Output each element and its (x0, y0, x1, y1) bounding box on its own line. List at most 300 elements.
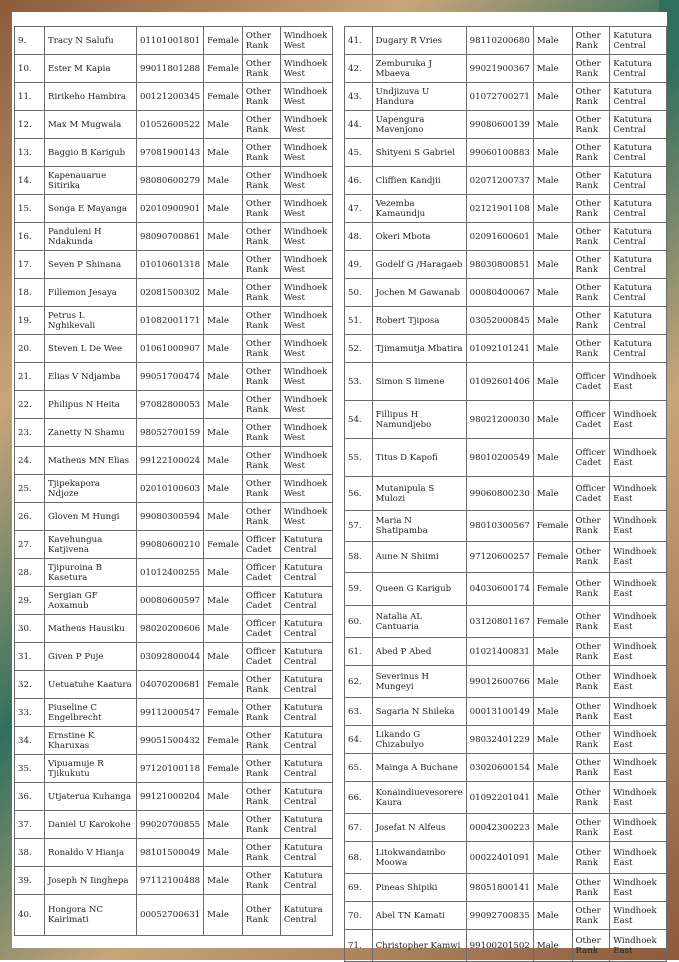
rank-cell: Other Rank (242, 839, 280, 867)
table-row (345, 573, 667, 606)
id-number-cell: 97082800053 (137, 391, 204, 419)
constituency-cell: Windhoek East (610, 606, 667, 638)
constituency-cell: Katutura Central (610, 83, 667, 111)
rank-cell: Other Rank (572, 111, 610, 139)
row-number-cell: 42. (345, 55, 373, 83)
name-cell: Given P Puje (45, 643, 137, 671)
gender-cell: Male (204, 279, 243, 307)
name-cell: Natalia AL Cantuaria (372, 606, 466, 638)
constituency-cell: Katutura Central (280, 699, 332, 727)
constituency-cell: Katutura Central (280, 783, 332, 811)
rank-cell: Other Rank (572, 874, 610, 902)
table-row (345, 27, 667, 55)
row-number-cell: 62. (345, 666, 373, 698)
name-cell: Kavehungua Katjivena (45, 531, 137, 559)
table-row (345, 902, 667, 930)
row-number-cell: 23. (15, 419, 45, 447)
rank-cell: Other Rank (572, 782, 610, 814)
id-number-cell: 02071200737 (466, 167, 533, 195)
gender-cell: Male (533, 842, 572, 874)
constituency-cell: Windhoek West (280, 307, 332, 335)
rank-cell: Other Rank (572, 542, 610, 573)
gender-cell: Male (533, 83, 572, 111)
gender-cell: Male (204, 335, 243, 363)
row-number-cell: 22. (15, 391, 45, 419)
row-number-cell: 44. (345, 111, 373, 139)
name-cell: Maria N Shatipamba (372, 511, 466, 542)
constituency-cell: Katutura Central (280, 587, 332, 615)
gender-cell: Male (204, 587, 243, 615)
recruit-table-right (344, 26, 667, 962)
id-number-cell: 98080600279 (137, 167, 204, 195)
id-number-cell: 98020200606 (137, 615, 204, 643)
table-row (15, 139, 333, 167)
rank-cell: Officer Cadet (572, 363, 610, 401)
name-cell: Utjaterua Kuhanga (45, 783, 137, 811)
rank-cell: Other Rank (572, 842, 610, 874)
table-row (15, 867, 333, 895)
table-row (345, 606, 667, 638)
row-number-cell: 26. (15, 503, 45, 531)
id-number-cell: 01092101241 (466, 335, 533, 363)
constituency-cell: Windhoek East (610, 842, 667, 874)
name-cell: Pineas Shipiki (372, 874, 466, 902)
row-number-cell: 41. (345, 27, 373, 55)
id-number-cell: 03052000845 (466, 307, 533, 335)
gender-cell: Female (204, 727, 243, 755)
rank-cell: Officer Cadet (572, 439, 610, 477)
gender-cell: Female (204, 531, 243, 559)
rank-cell: Other Rank (572, 55, 610, 83)
table-row (345, 638, 667, 666)
name-cell: Zanetty N Shamu (45, 419, 137, 447)
name-cell: Panduleni H Ndakunda (45, 223, 137, 251)
row-number-cell: 65. (345, 754, 373, 782)
id-number-cell: 02121901108 (466, 195, 533, 223)
name-cell: Zemburuka J Mbaeva (372, 55, 466, 83)
id-number-cell: 98101500049 (137, 839, 204, 867)
table-row (345, 55, 667, 83)
rank-cell: Other Rank (572, 83, 610, 111)
name-cell: Vipuamuje R Tjikukutu (45, 755, 137, 783)
constituency-cell: Windhoek East (610, 902, 667, 930)
gender-cell: Male (204, 111, 243, 139)
row-number-cell: 27. (15, 531, 45, 559)
rank-cell: Other Rank (242, 755, 280, 783)
gender-cell: Male (533, 195, 572, 223)
constituency-cell: Katutura Central (610, 223, 667, 251)
rank-cell: Other Rank (572, 698, 610, 726)
constituency-cell: Katutura Central (610, 251, 667, 279)
row-number-cell: 52. (345, 335, 373, 363)
table-row (345, 542, 667, 573)
row-number-cell: 13. (15, 139, 45, 167)
constituency-cell: Windhoek West (280, 139, 332, 167)
id-number-cell: 01010601318 (137, 251, 204, 279)
name-cell: Godelf G /Haragaeb (372, 251, 466, 279)
row-number-cell: 63. (345, 698, 373, 726)
table-row (345, 83, 667, 111)
constituency-cell: Katutura Central (280, 615, 332, 643)
gender-cell: Female (204, 27, 243, 55)
row-number-cell: 9. (15, 27, 45, 55)
name-cell: Severinus H Mungeyi (372, 666, 466, 698)
row-number-cell: 54. (345, 401, 373, 439)
table-row (15, 699, 333, 727)
name-cell: Ester M Kapia (45, 55, 137, 83)
constituency-cell: Windhoek East (610, 573, 667, 606)
gender-cell: Male (533, 814, 572, 842)
id-number-cell: 04030600174 (466, 573, 533, 606)
row-number-cell: 64. (345, 726, 373, 754)
table-row (345, 139, 667, 167)
row-number-cell: 49. (345, 251, 373, 279)
table-row (15, 223, 333, 251)
row-number-cell: 53. (345, 363, 373, 401)
constituency-cell: Windhoek East (610, 363, 667, 401)
row-number-cell: 29. (15, 587, 45, 615)
id-number-cell: 98110200680 (466, 27, 533, 55)
row-number-cell: 71. (345, 930, 373, 962)
id-number-cell: 00022401091 (466, 842, 533, 874)
constituency-cell: Windhoek West (280, 503, 332, 531)
constituency-cell: Windhoek East (610, 511, 667, 542)
rank-cell: Other Rank (242, 783, 280, 811)
table-row (345, 754, 667, 782)
row-number-cell: 36. (15, 783, 45, 811)
row-number-cell: 40. (15, 895, 45, 936)
rank-cell: Officer Cadet (242, 615, 280, 643)
gender-cell: Male (533, 111, 572, 139)
gender-cell: Male (204, 783, 243, 811)
table-row (15, 475, 333, 503)
name-cell: Petrus L Nghikevali (45, 307, 137, 335)
gender-cell: Male (204, 475, 243, 503)
rank-cell: Other Rank (572, 139, 610, 167)
rank-cell: Other Rank (242, 447, 280, 475)
row-number-cell: 20. (15, 335, 45, 363)
constituency-cell: Katutura Central (610, 307, 667, 335)
row-number-cell: 45. (345, 139, 373, 167)
name-cell: Likando G Chizabulyo (372, 726, 466, 754)
id-number-cell: 98021200030 (466, 401, 533, 439)
row-number-cell: 70. (345, 902, 373, 930)
row-number-cell: 46. (345, 167, 373, 195)
rank-cell: Other Rank (242, 195, 280, 223)
id-number-cell: 98010200549 (466, 439, 533, 477)
id-number-cell: 97081900143 (137, 139, 204, 167)
gender-cell: Male (204, 895, 243, 936)
constituency-cell: Windhoek West (280, 83, 332, 111)
id-number-cell: 99051700474 (137, 363, 204, 391)
name-cell: Ronaldo V Hianja (45, 839, 137, 867)
row-number-cell: 51. (345, 307, 373, 335)
row-number-cell: 69. (345, 874, 373, 902)
id-number-cell: 98052700159 (137, 419, 204, 447)
gender-cell: Male (204, 811, 243, 839)
table-row (15, 783, 333, 811)
gender-cell: Male (204, 167, 243, 195)
id-number-cell: 99122100024 (137, 447, 204, 475)
gender-cell: Male (533, 167, 572, 195)
gender-cell: Male (533, 930, 572, 962)
constituency-cell: Windhoek West (280, 447, 332, 475)
gender-cell: Male (204, 223, 243, 251)
gender-cell: Male (533, 363, 572, 401)
row-number-cell: 58. (345, 542, 373, 573)
id-number-cell: 98032401229 (466, 726, 533, 754)
rank-cell: Officer Cadet (572, 401, 610, 439)
rank-cell: Other Rank (572, 754, 610, 782)
table-row (15, 167, 333, 195)
name-cell: Sergian GF Aoxamub (45, 587, 137, 615)
rank-cell: Other Rank (572, 814, 610, 842)
name-cell: Jochen M Gawanab (372, 279, 466, 307)
gender-cell: Female (533, 511, 572, 542)
gender-cell: Male (533, 307, 572, 335)
row-number-cell: 33. (15, 699, 45, 727)
id-number-cell: 99100201502 (466, 930, 533, 962)
rank-cell: Other Rank (242, 167, 280, 195)
name-cell: Robert Tjiposa (372, 307, 466, 335)
id-number-cell: 99051500432 (137, 727, 204, 755)
table-row (345, 223, 667, 251)
gender-cell: Male (533, 698, 572, 726)
id-number-cell: 99092700835 (466, 902, 533, 930)
gender-cell: Male (533, 782, 572, 814)
rank-cell: Other Rank (242, 895, 280, 936)
name-cell: Baggio B Karigub (45, 139, 137, 167)
constituency-cell: Katutura Central (280, 643, 332, 671)
name-cell: Dugary R Vries (372, 27, 466, 55)
rank-cell: Other Rank (242, 671, 280, 699)
id-number-cell: 00013100149 (466, 698, 533, 726)
id-number-cell: 01072700271 (466, 83, 533, 111)
constituency-cell: Katutura Central (610, 167, 667, 195)
row-number-cell: 12. (15, 111, 45, 139)
name-cell: Daniel U Karokohe (45, 811, 137, 839)
row-number-cell: 19. (15, 307, 45, 335)
constituency-cell: Katutura Central (280, 839, 332, 867)
id-number-cell: 99080600139 (466, 111, 533, 139)
name-cell: Tracy N Salufu (45, 27, 137, 55)
name-cell: Steven L De Wee (45, 335, 137, 363)
gender-cell: Male (533, 27, 572, 55)
constituency-cell: Katutura Central (280, 895, 332, 936)
rank-cell: Other Rank (242, 139, 280, 167)
name-cell: Uapengura Mavenjono (372, 111, 466, 139)
name-cell: Uetuatuhe Kaatura (45, 671, 137, 699)
table-row (15, 111, 333, 139)
document-page (12, 12, 667, 956)
id-number-cell: 01061000907 (137, 335, 204, 363)
id-number-cell: 98030800851 (466, 251, 533, 279)
constituency-cell: Windhoek West (280, 279, 332, 307)
constituency-cell: Windhoek East (610, 930, 667, 962)
rank-cell: Other Rank (572, 902, 610, 930)
name-cell: Okeri Mbota (372, 223, 466, 251)
constituency-cell: Katutura Central (610, 195, 667, 223)
row-number-cell: 21. (15, 363, 45, 391)
id-number-cell: 99060100883 (466, 139, 533, 167)
constituency-cell: Windhoek West (280, 195, 332, 223)
row-number-cell: 31. (15, 643, 45, 671)
gender-cell: Male (204, 447, 243, 475)
name-cell: Philipus N Heita (45, 391, 137, 419)
constituency-cell: Windhoek East (610, 477, 667, 511)
rank-cell: Other Rank (242, 223, 280, 251)
name-cell: Joseph N Iinghepa (45, 867, 137, 895)
constituency-cell: Windhoek East (610, 401, 667, 439)
id-number-cell: 04070200681 (137, 671, 204, 699)
name-cell: Abed P Abed (372, 638, 466, 666)
row-number-cell: 57. (345, 511, 373, 542)
id-number-cell: 98090700861 (137, 223, 204, 251)
table-row (15, 83, 333, 111)
name-cell: Ernstine K Kharuxas (45, 727, 137, 755)
name-cell: Simon S Iimene (372, 363, 466, 401)
rank-cell: Other Rank (572, 195, 610, 223)
name-cell: Sagaria N Shileka (372, 698, 466, 726)
constituency-cell: Windhoek East (610, 874, 667, 902)
constituency-cell: Windhoek West (280, 419, 332, 447)
table-row (15, 447, 333, 475)
gender-cell: Female (204, 83, 243, 111)
table-row (15, 615, 333, 643)
name-cell: Matheus Hausiku (45, 615, 137, 643)
id-number-cell: 02010900901 (137, 195, 204, 223)
rank-cell: Other Rank (242, 279, 280, 307)
constituency-cell: Katutura Central (280, 755, 332, 783)
constituency-cell: Windhoek East (610, 666, 667, 698)
gender-cell: Male (204, 839, 243, 867)
constituency-cell: Katutura Central (610, 279, 667, 307)
id-number-cell: 01052600522 (137, 111, 204, 139)
table-row (345, 874, 667, 902)
constituency-cell: Katutura Central (610, 111, 667, 139)
row-number-cell: 16. (15, 223, 45, 251)
gender-cell: Female (533, 573, 572, 606)
table-row (345, 842, 667, 874)
gender-cell: Male (204, 251, 243, 279)
row-number-cell: 55. (345, 439, 373, 477)
rank-cell: Other Rank (572, 726, 610, 754)
rank-cell: Other Rank (572, 606, 610, 638)
rank-cell: Other Rank (242, 27, 280, 55)
table-row (15, 811, 333, 839)
name-cell: Vezemba Kamaundju (372, 195, 466, 223)
gender-cell: Male (533, 223, 572, 251)
table-row (15, 531, 333, 559)
rank-cell: Other Rank (242, 867, 280, 895)
row-number-cell: 47. (345, 195, 373, 223)
id-number-cell: 03020600154 (466, 754, 533, 782)
table-row (345, 279, 667, 307)
constituency-cell: Windhoek East (610, 814, 667, 842)
id-number-cell: 01092601406 (466, 363, 533, 401)
constituency-cell: Windhoek West (280, 55, 332, 83)
name-cell: Mutanipula S Mulozi (372, 477, 466, 511)
gender-cell: Male (204, 419, 243, 447)
id-number-cell: 99012600766 (466, 666, 533, 698)
table-row (15, 27, 333, 55)
constituency-cell: Windhoek East (610, 782, 667, 814)
table-row (345, 335, 667, 363)
name-cell: Tjipekapora Ndjoze (45, 475, 137, 503)
id-number-cell: 99080600210 (137, 531, 204, 559)
rank-cell: Other Rank (572, 511, 610, 542)
row-number-cell: 17. (15, 251, 45, 279)
name-cell: Piuseline C Engelbrecht (45, 699, 137, 727)
name-cell: Undjizuva U Handura (372, 83, 466, 111)
table-row (15, 279, 333, 307)
constituency-cell: Katutura Central (610, 55, 667, 83)
name-cell: Fillipus H Namundjebo (372, 401, 466, 439)
rank-cell: Other Rank (572, 223, 610, 251)
constituency-cell: Windhoek West (280, 167, 332, 195)
row-number-cell: 10. (15, 55, 45, 83)
table-row (345, 251, 667, 279)
row-number-cell: 38. (15, 839, 45, 867)
table-row (345, 477, 667, 511)
table-row (15, 307, 333, 335)
table-row (15, 559, 333, 587)
row-number-cell: 37. (15, 811, 45, 839)
name-cell: Elias V Ndjamba (45, 363, 137, 391)
rank-cell: Officer Cadet (242, 643, 280, 671)
name-cell: Max M Mugwala (45, 111, 137, 139)
id-number-cell: 97120100118 (137, 755, 204, 783)
id-number-cell: 01082001171 (137, 307, 204, 335)
name-cell: Queen G Karigub (372, 573, 466, 606)
row-number-cell: 32. (15, 671, 45, 699)
table-row (15, 503, 333, 531)
gender-cell: Female (204, 55, 243, 83)
gender-cell: Male (533, 401, 572, 439)
constituency-cell: Windhoek East (610, 754, 667, 782)
table-row (345, 814, 667, 842)
rank-cell: Other Rank (242, 55, 280, 83)
table-row (15, 391, 333, 419)
name-cell: Aune N Shiimi (372, 542, 466, 573)
table-row (345, 111, 667, 139)
id-number-cell: 99011801288 (137, 55, 204, 83)
constituency-cell: Katutura Central (280, 531, 332, 559)
rank-cell: Other Rank (572, 307, 610, 335)
recruit-table-left (14, 26, 333, 936)
id-number-cell: 00052700631 (137, 895, 204, 936)
row-number-cell: 66. (345, 782, 373, 814)
rank-cell: Other Rank (242, 811, 280, 839)
constituency-cell: Windhoek West (280, 251, 332, 279)
table-row (15, 335, 333, 363)
name-cell: Josefat N Alfeus (372, 814, 466, 842)
name-cell: Konaindiuevesorere Kaura (372, 782, 466, 814)
table-row (15, 419, 333, 447)
constituency-cell: Katutura Central (280, 559, 332, 587)
constituency-cell: Windhoek East (610, 542, 667, 573)
gender-cell: Male (533, 666, 572, 698)
gender-cell: Male (533, 139, 572, 167)
rank-cell: Other Rank (572, 279, 610, 307)
gender-cell: Female (533, 606, 572, 638)
name-cell: Seven P Shinana (45, 251, 137, 279)
name-cell: Abel TN Kamati (372, 902, 466, 930)
rank-cell: Other Rank (242, 111, 280, 139)
id-number-cell: 99121000204 (137, 783, 204, 811)
row-number-cell: 68. (345, 842, 373, 874)
table-row (15, 727, 333, 755)
